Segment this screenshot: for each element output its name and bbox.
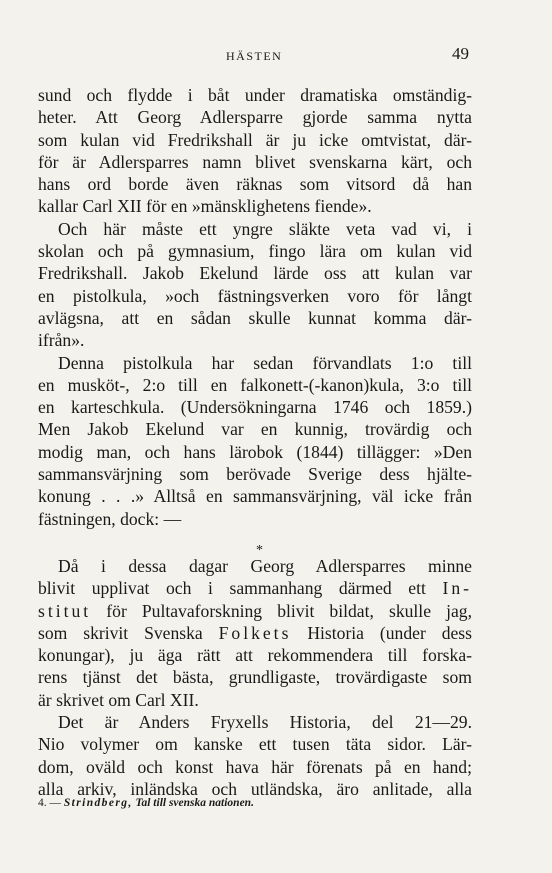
text-line: [38, 622, 472, 644]
text-line: Men Jakob Ekelund var en kunnig, trovärdig och: [38, 419, 472, 440]
text-line: Denna pistolkula har sedan förvandlats 1:o till: [58, 352, 472, 373]
body-text: [38, 84, 472, 530]
text-line: Det är Anders Fryxells Historia, del 21—29.: [58, 712, 472, 733]
text-line: sammansvärjning som berövade Sverige dess hjälte-: [38, 464, 472, 485]
text-line: dom, oväld och konst hava här förenats på en hand;: [38, 756, 472, 777]
text-line: en pistolkula, »och fästningsverken voro för långt: [38, 285, 472, 306]
text-line: en karteschkula. (Undersökningarna 1746 och 1859.): [38, 397, 472, 418]
text-line: sund och flydde i båt under dramatiska omständig-: [38, 85, 472, 105]
text-segment: som skrivit Svenska: [38, 622, 219, 643]
text-line: rens tjänst det bästa, grundligaste, trovärdigaste som: [38, 667, 472, 688]
text-line: modig man, och hans lärobok (1844) tillägger: »Den: [38, 441, 472, 462]
text-line: ifrån».: [38, 330, 85, 351]
spaced-text: stitut: [38, 600, 92, 621]
text-line: fästningen, dock: —: [38, 508, 182, 529]
text-line: kallar Carl XII för en »mänsklighetens fiende».: [38, 196, 372, 217]
text-line: är skrivet om Carl XII.: [38, 689, 199, 710]
section-separator: *: [256, 543, 263, 558]
text-segment: blivit upplivat och i sammanhang därmed ett: [38, 578, 443, 599]
spaced-text: Folkets: [218, 622, 292, 643]
signature-footer: [38, 797, 254, 809]
text-line: Då i dessa dagar Georg Adlersparres minne: [58, 556, 472, 576]
text-line: [38, 577, 472, 599]
spaced-text: In-: [442, 578, 472, 599]
signature-number: 4. —: [38, 797, 61, 809]
text-segment: Historia (under dess: [291, 622, 472, 643]
text-line: Och här måste ett yngre släkte veta vad vi, i: [58, 218, 472, 239]
text-line: alla arkiv, inländska och utländska, äro anlitade, alla: [38, 778, 472, 799]
text-line: Nio volymer om kanske ett tusen täta sidor. Lär-: [38, 734, 472, 755]
text-line: konungar), ju äga rätt att rekommendera till forska-: [38, 645, 472, 666]
text-line: heter. Att Georg Adlersparre gjorde samma nytta: [38, 107, 472, 128]
body-text-section-2: [38, 555, 472, 800]
running-header: [0, 44, 552, 68]
text-line: en musköt-, 2:o till en falkonett-(-kanon)kula, 3:o till: [38, 374, 472, 395]
text-line: som kulan vid Fredrikshall är ju icke omtvistat, där-: [38, 129, 472, 150]
running-title: HÄSTEN: [226, 49, 283, 63]
text-line: [38, 600, 472, 622]
text-line: konung . . .» Alltså en sammansvärjning, väl icke från: [38, 486, 472, 507]
text-line: avlägsna, att en sådan skulle kunnat komma där-: [38, 307, 472, 328]
text-segment: för Pultavaforskning blivit bildat, skulle jag,: [91, 600, 472, 621]
text-line: hans ord borde även räknas som vitsord då han: [38, 174, 472, 195]
page-number: 49: [452, 44, 469, 63]
text-line: skolan och på gymnasium, fingo lära om kulan vid: [38, 241, 472, 262]
signature-author: Strindberg,: [63, 797, 133, 809]
text-line: Fredrikshall. Jakob Ekelund lärde oss att kulan var: [38, 263, 472, 284]
text-line: för är Adlersparres namn blivet svenskarna kärt, och: [38, 151, 472, 172]
signature-title: Tal till svenska nationen.: [135, 797, 254, 809]
